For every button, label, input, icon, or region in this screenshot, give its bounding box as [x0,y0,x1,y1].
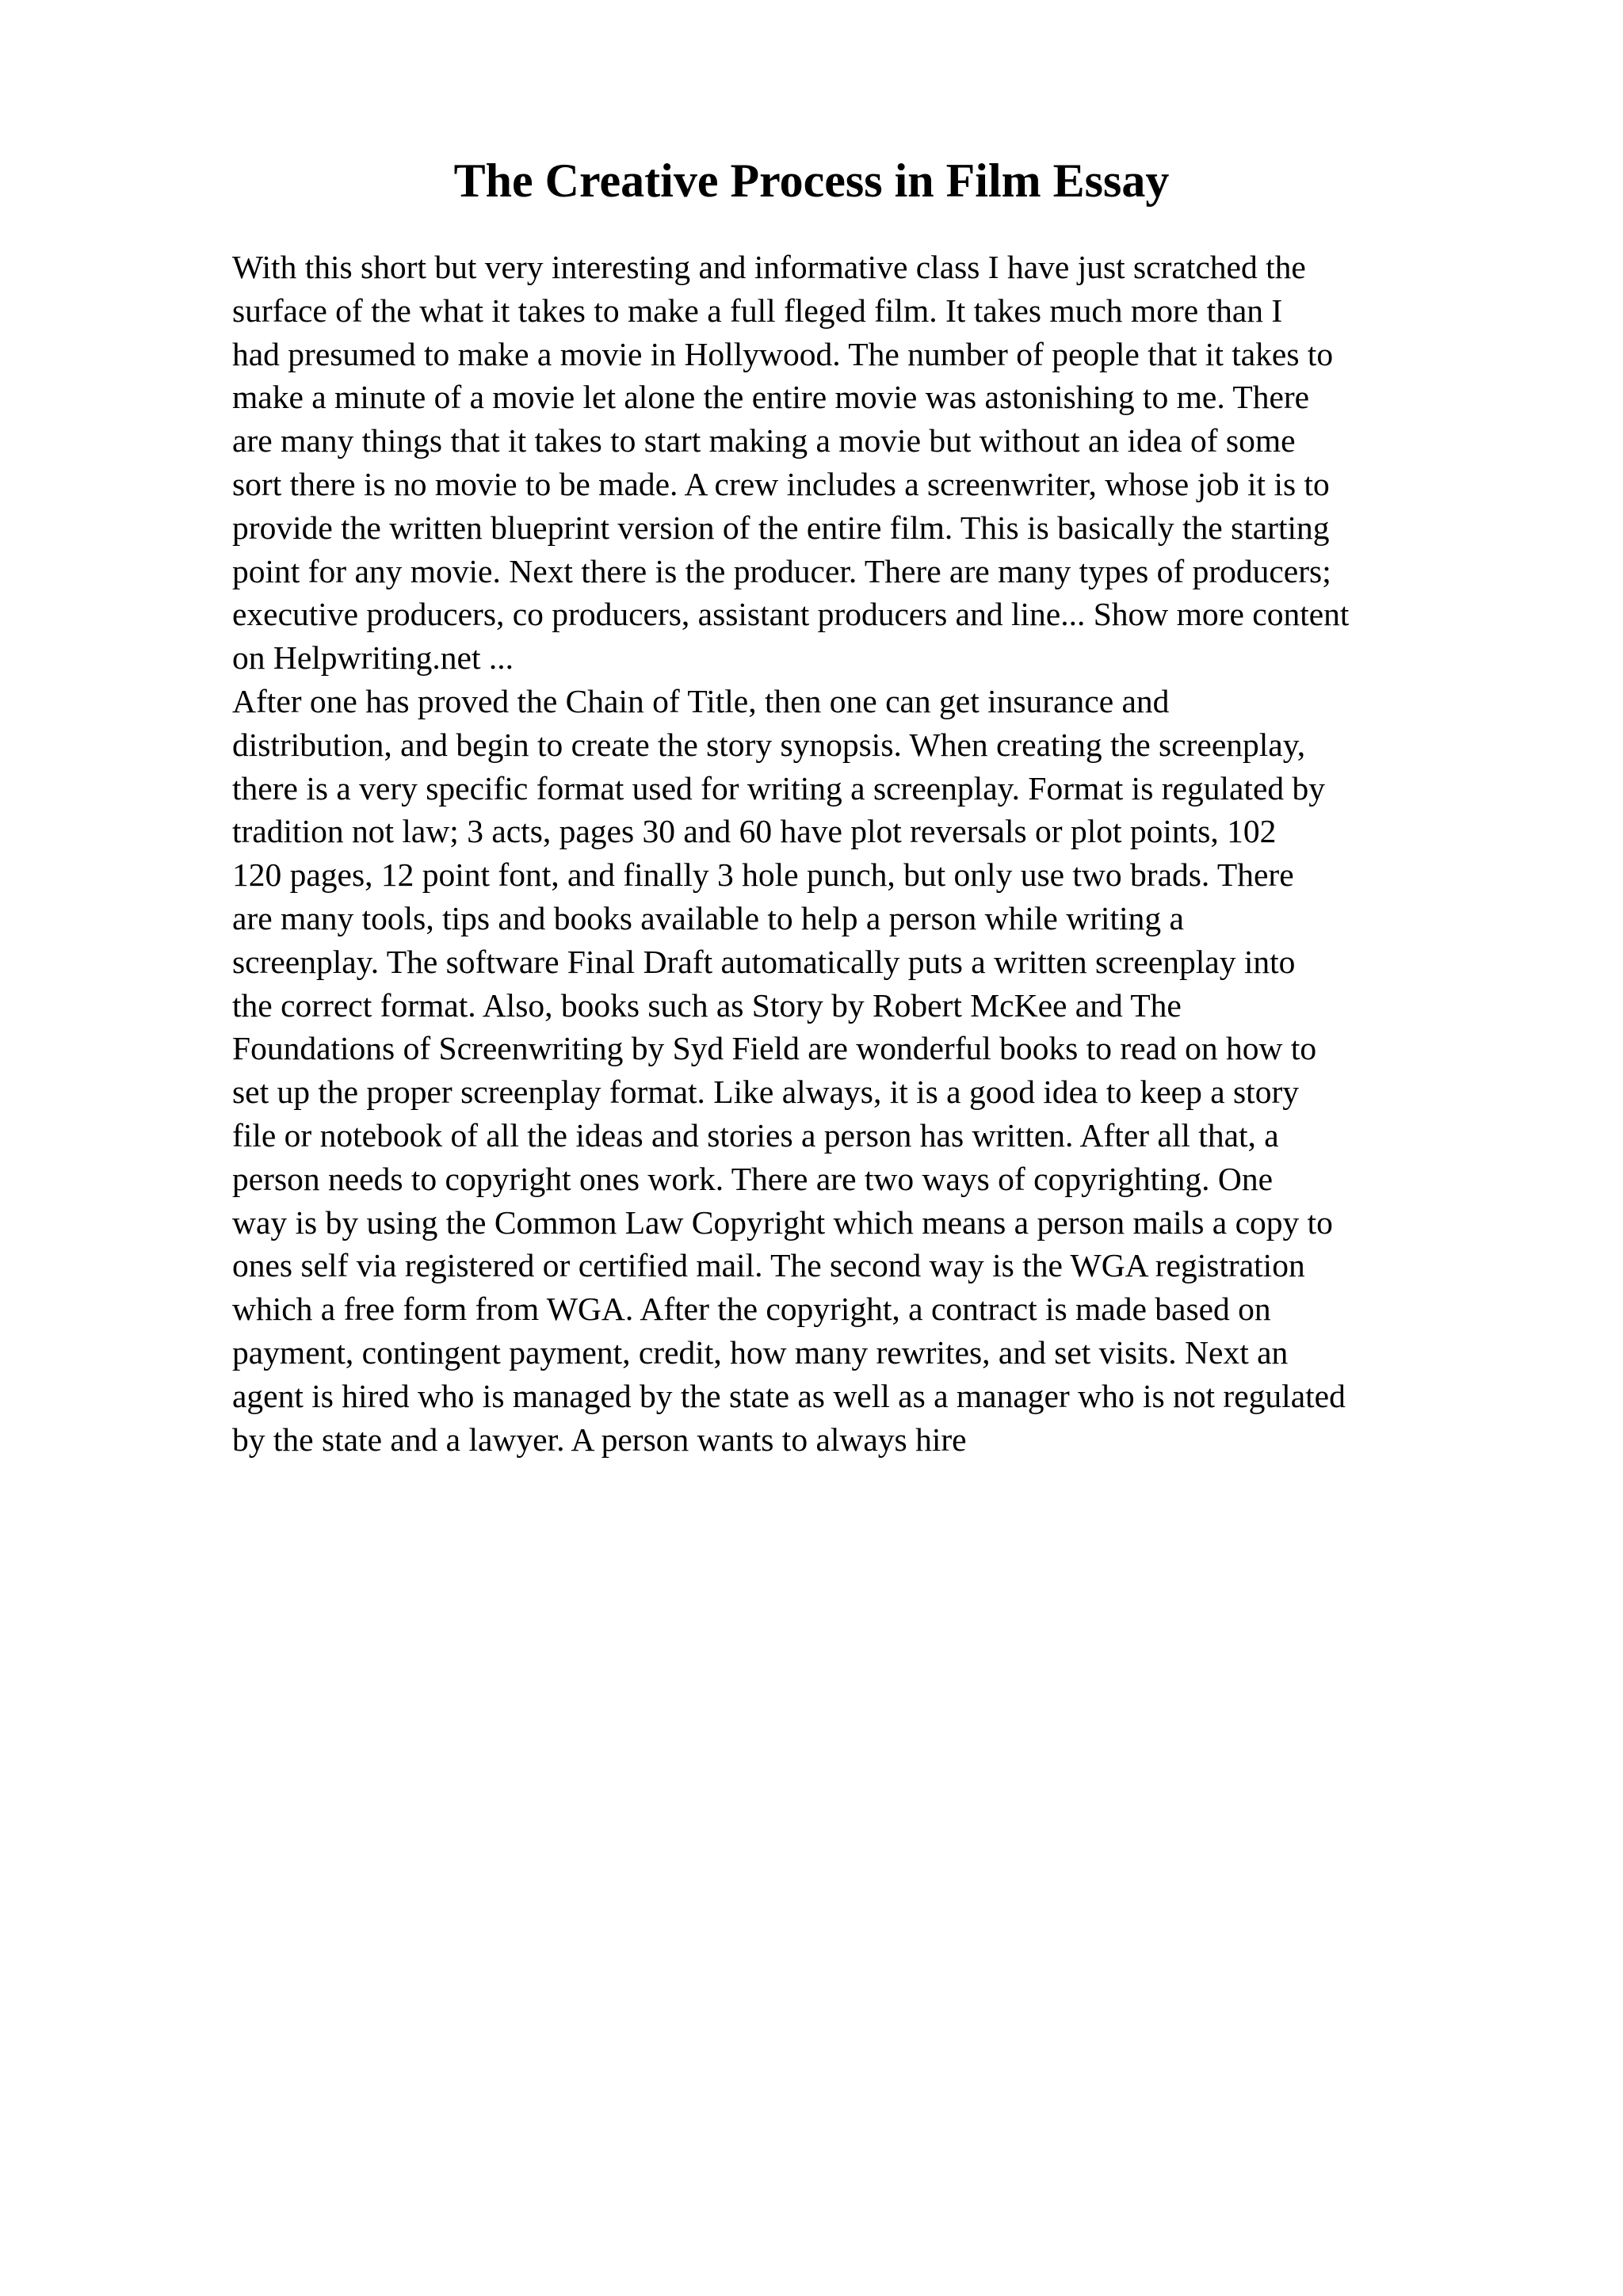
text-line: sort there is no movie to be made. A crew includes a screenwriter, whose job it is to [232,465,1330,502]
text-line: by the state and a lawyer. A person wants to always hire [232,1421,967,1458]
text-line: Foundations of Screenwriting by Syd Field are wonderful books to read on how to [232,1030,1317,1067]
text-line: agent is hired who is managed by the state as well as a manager who is not regulated [232,1377,1346,1414]
text-line: make a minute of a movie let alone the entire movie was astonishing to me. There [232,379,1310,416]
text-line: set up the proper screenplay format. Like always, it is a good idea to keep a story [232,1074,1300,1111]
text-line: payment, contingent payment, credit, how many rewrites, and set visits. Next an [232,1333,1289,1371]
text-line: surface of the what it takes to make a full fleged film. It takes much more than I [232,292,1283,329]
text-line: person needs to copyright ones work. There are two ways of copyrighting. One [232,1160,1274,1197]
text-line: With this short but very interesting and informative class I have just scratched the [232,249,1306,285]
text-line: the correct format. Also, books such as Story by Robert McKee and The [232,986,1182,1024]
document-title: The Creative Process in Film Essay [453,154,1170,207]
text-line: had presumed to make a movie in Hollywood. The number of people that it takes to [232,335,1334,372]
text-line: way is by using the Common Law Copyright which means a person mails a copy to [232,1203,1333,1241]
text-line: 120 pages, 12 point font, and finally 3 hole punch, but only use two brads. There [232,856,1294,894]
text-line: After one has proved the Chain of Title, then one can get insurance and [232,682,1170,719]
text-line: which a free form from WGA. After the copyright, a contract is made based on [232,1291,1271,1328]
essay-body [232,246,1516,1461]
text-line: screenplay. The software Final Draft automatically puts a written screenplay into [232,943,1296,980]
text-line: tradition not law; 3 acts, pages 30 and 60 have plot reversals or plot points, 102 [232,813,1277,850]
text-line: on Helpwriting.net ... [232,639,514,677]
text-line: distribution, and begin to create the story synopsis. When creating the screenplay, [232,726,1306,763]
text-line: ones self via registered or certified mail. The second way is the WGA registration [232,1247,1305,1284]
text-line: there is a very specific format used for writing a screenplay. Format is regulated by [232,769,1326,807]
text-line: provide the written blueprint version of the entire film. This is basically the starting [232,509,1330,546]
text-line: point for any movie. Next there is the producer. There are many types of producers; [232,552,1331,589]
text-line: are many tools, tips and books available to help a person while writing a [232,899,1184,936]
text-line: executive producers, co producers, assistant producers and line... Show more content [232,596,1350,633]
text-line: file or notebook of all the ideas and stories a person has written. After all that, a [232,1116,1279,1154]
text-line: are many things that it takes to start making a movie but without an idea of some [232,422,1296,460]
